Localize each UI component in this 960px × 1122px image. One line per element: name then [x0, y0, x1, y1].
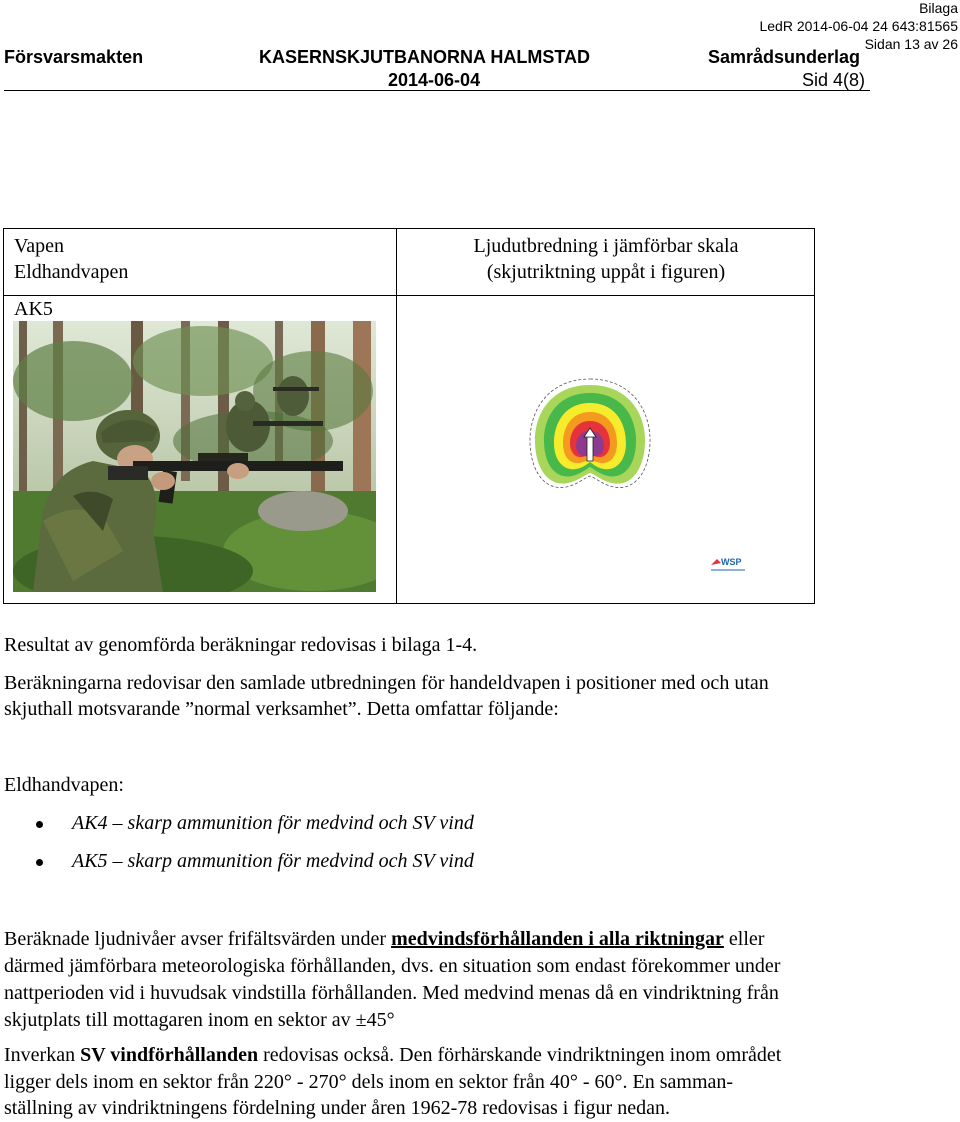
paragraph-levels-line3: nattperioden vid i huvudsak vindstilla förhållanden. Med medvind menas då en vindriktning från — [4, 982, 779, 1004]
paragraph-calc-line1: Beräkningarna redovisar den samlade utbredningen för handeldvapen i positioner med och utan — [4, 672, 769, 694]
paragraph-levels-line2: därmed jämförbara meteorologiska förhållanden, dvs. en situation som endast förekommer under — [4, 955, 781, 977]
header-rule — [4, 90, 870, 91]
table-divider-vertical — [396, 229, 397, 603]
bullet-dot — [36, 859, 43, 866]
levels-text-post: eller — [723, 928, 765, 950]
wind-text-pre: Inverkan — [4, 1044, 81, 1066]
paragraph-wind-line3: ställning av vindriktningens fördelning under åren 1962-78 redovisas i figur nedan. — [4, 1097, 670, 1119]
bullet-dot — [36, 821, 43, 828]
stamp-line-2: LedR 2014-06-04 24 643:81565 — [759, 18, 958, 34]
head-label-vapen: Vapen — [14, 235, 64, 257]
section-heading-eldhandvapen: Eldhandvapen: — [4, 774, 124, 796]
paragraph-levels-line4: skjutplats till mottagaren inom en sektor av ±45° — [4, 1009, 395, 1031]
header-doc-type: Samrådsunderlag — [708, 47, 861, 67]
paragraph-result: Resultat av genomförda beräkningar redovisas i bilaga 1-4. — [4, 634, 478, 656]
bullet-text: AK5 – skarp ammunition för medvind och SV vind — [72, 850, 474, 872]
table-head-weapon — [14, 233, 128, 285]
table-divider-horizontal — [4, 295, 814, 296]
document-stamp — [759, 0, 958, 53]
head-label-direction: (skjutriktning uppåt i figuren) — [486, 261, 726, 283]
head-label-spread: Ljudutbredning i jämförbar skala — [473, 235, 739, 257]
paragraph-calc-line2: skjuthall motsvarande ”normal verksamhet”. Detta omfattar följande: — [4, 698, 559, 720]
sound-spread-map — [421, 321, 811, 587]
firing-direction-arrow — [587, 437, 593, 461]
levels-text-pre: Beräknade ljudnivåer avser frifältsvärden under — [4, 928, 392, 950]
head-label-eldhandvapen: Eldhandvapen — [14, 261, 129, 283]
header-org: Försvarsmakten — [4, 47, 144, 67]
weapon-name: AK5 — [14, 298, 53, 320]
stamp-line-3: Sidan 13 av 26 — [864, 36, 958, 52]
paragraph-wind-line1 — [4, 1042, 944, 1069]
paragraph-wind-line2: ligger dels inom en sektor från 220° - 270° dels inom en sektor från 40° - 60°. En samman- — [4, 1071, 734, 1093]
wind-text-bold: SV vindförhållanden — [80, 1044, 259, 1066]
levels-text-underlined: medvindsförhållanden i alla riktningar — [391, 928, 724, 950]
bullet-text: AK4 – skarp ammunition för medvind och SV vind — [72, 812, 474, 834]
wind-text-post: redovisas också. Den förhärskande vindriktningen inom området — [258, 1044, 782, 1066]
stamp-line-1: Bilaga — [919, 0, 958, 16]
soldier-photo — [13, 321, 376, 592]
paragraph-levels-line1 — [4, 926, 944, 953]
table-head-spread — [396, 233, 816, 285]
wsp-logo-text: WSP — [721, 557, 742, 567]
header-date: 2014-06-04 — [388, 70, 481, 90]
header-title: KASERNSKJUTBANORNA HALMSTAD — [259, 47, 590, 67]
header-page-number: Sid 4(8) — [802, 70, 866, 90]
